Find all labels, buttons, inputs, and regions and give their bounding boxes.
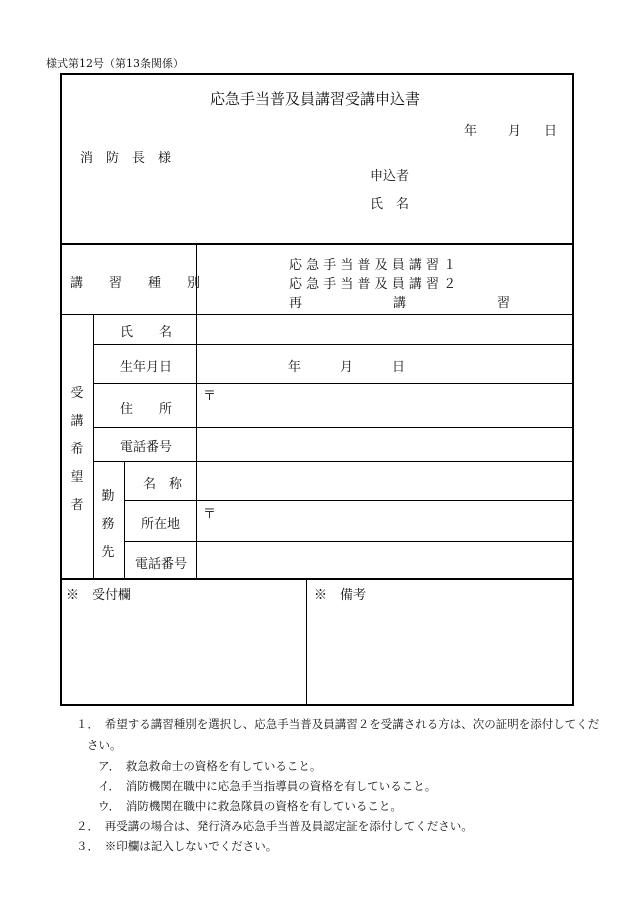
- applicant-name-label: 氏 名: [370, 197, 410, 212]
- date-month-label: 月: [508, 124, 522, 139]
- form-title: 応急手当普及員講習受講申込書: [210, 90, 421, 108]
- phone-field[interactable]: [200, 430, 570, 458]
- workplace-name-field[interactable]: [200, 465, 570, 497]
- applicant-name-field[interactable]: [410, 190, 560, 210]
- workplace-phone-field[interactable]: [200, 545, 570, 575]
- name-field[interactable]: [200, 317, 570, 341]
- address-label: 住 所: [120, 402, 173, 417]
- note-1-line-2: さい。: [87, 738, 122, 752]
- note-1-sub-i: イ． 消防機関在職中に応急手当指導員の資格を有していること。: [98, 779, 437, 793]
- date-year-label: 年: [464, 124, 478, 139]
- note-1-sub-a: ア． 救急救命士の資格を有していること。: [98, 759, 322, 773]
- address-postal-mark: 〒: [203, 389, 217, 404]
- course-option-1[interactable]: 応 急 手 当 普 及 員 講 習 １: [289, 258, 457, 273]
- reception-label: ※ 受付欄: [66, 588, 132, 603]
- birthdate-label: 生年月日: [120, 360, 173, 375]
- date-day-label: 日: [544, 124, 558, 139]
- workplace-location-label: 所在地: [141, 517, 181, 532]
- workplace-location-field[interactable]: [215, 504, 570, 540]
- phone-label: 電話番号: [120, 440, 173, 455]
- note-3: ３． ※印欄は記入しないでください。: [76, 839, 278, 853]
- form-number: 様式第12号（第13条関係）: [46, 57, 184, 70]
- course-type-label: 講 習 種 別: [70, 276, 201, 291]
- workplace-phone-label: 電話番号: [135, 557, 188, 572]
- note-1-sub-u: ウ． 消防機関在職中に救急隊員の資格を有していること。: [98, 799, 402, 813]
- note-1-line-1: １． 希望する講習種別を選択し、応急手当普及員講習２を受講される方は、次の証明を添付してくだ: [76, 717, 600, 731]
- name-label: 氏 名: [120, 325, 173, 340]
- applicant-section-label: 受 講 希 望 者: [70, 386, 84, 513]
- workplace-section-label: 勤 務 先: [101, 489, 115, 560]
- address-field[interactable]: [215, 386, 570, 424]
- workplace-name-label: 名 称: [143, 477, 183, 492]
- note-2: ２． 再受講の場合は、発行済み応急手当普及員認定証を添付してください。: [76, 819, 473, 833]
- applicant-label: 申込者: [370, 169, 410, 184]
- addressee: 消 防 長 様: [80, 151, 172, 166]
- course-option-retake[interactable]: 再 講 習: [289, 296, 511, 311]
- remarks-label: ※ 備考: [314, 588, 367, 603]
- workplace-postal-mark: 〒: [203, 507, 217, 522]
- birthdate-field[interactable]: 年 月 日: [288, 360, 406, 375]
- course-option-2[interactable]: 応 急 手 当 普 及 員 講 習 ２: [289, 277, 457, 292]
